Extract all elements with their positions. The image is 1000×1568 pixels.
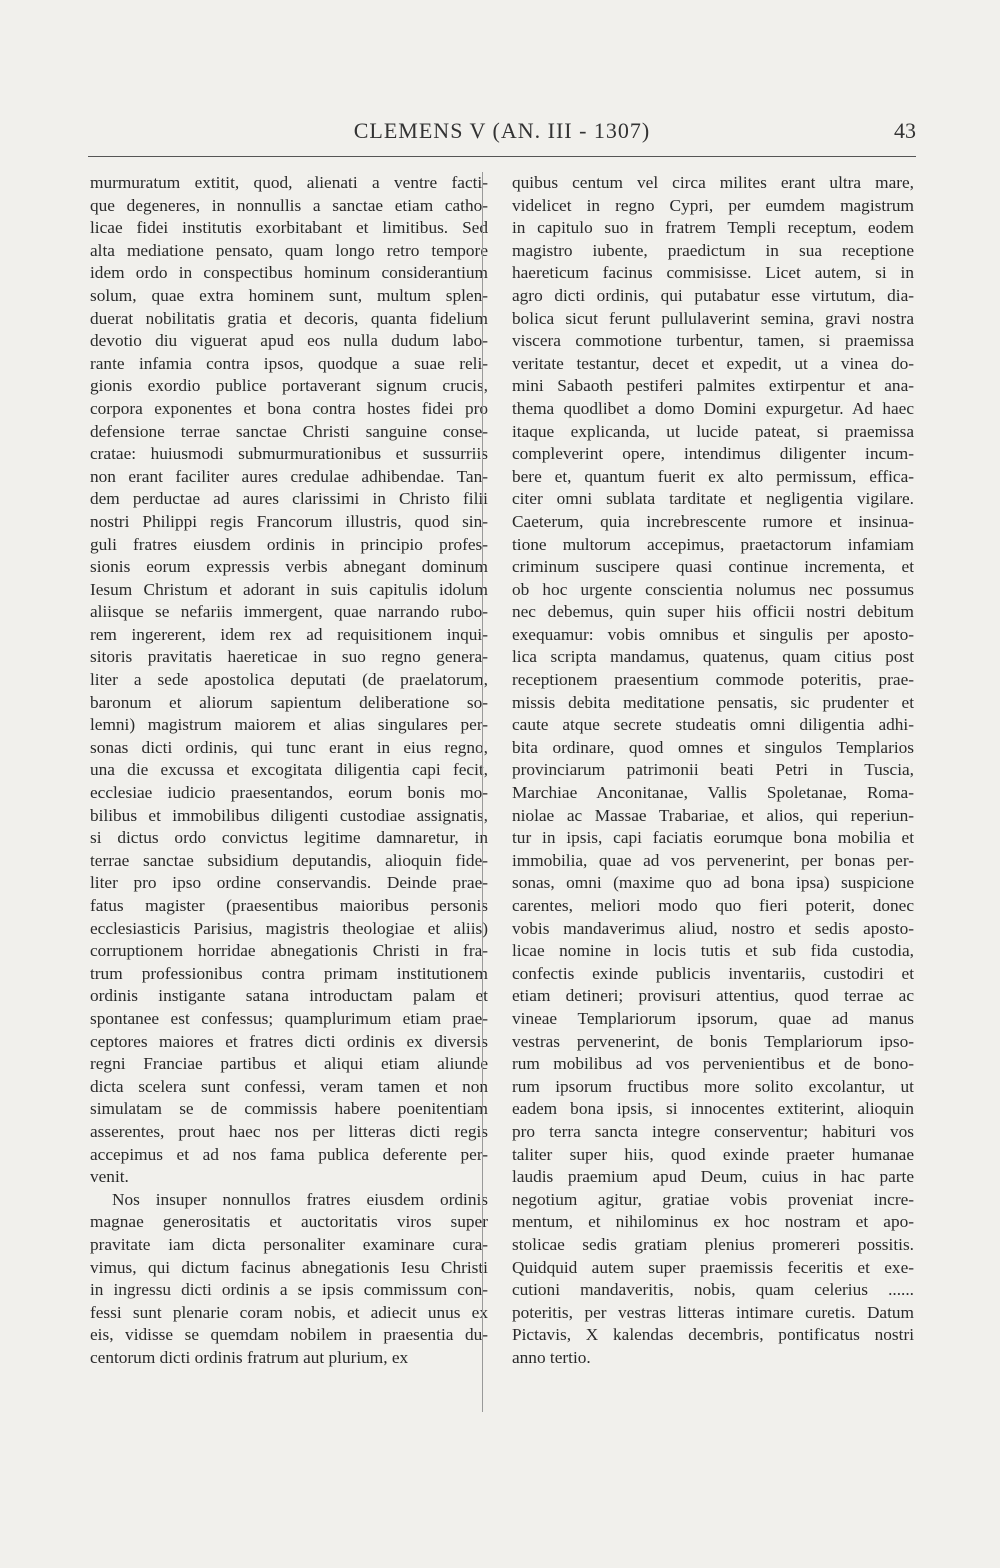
text-line: sitoris pravitatis haereticae in suo regno genera- xyxy=(90,647,488,667)
text-line: mini Sabaoth pestiferi palmites extirpentur et ana- xyxy=(512,376,914,396)
text-line: confectis exinde publicis inventariis, custodiri et xyxy=(512,963,914,983)
text-line: dicta scelera sunt confessi, veram tamen et non xyxy=(90,1076,488,1096)
text-line: duerat nobilitatis gratia et decoris, quanta fidelium xyxy=(90,308,488,328)
text-line: niolae ac Massae Trabariae, et alios, qui reperiun- xyxy=(512,805,914,825)
text-line: liter a sede apostolica deputati (de praelatorum, xyxy=(90,670,488,690)
text-line: rem ingererent, idem rex ad requisitionem inqui- xyxy=(90,624,488,644)
text-line: gionis exordio publice portaverant signum crucis, xyxy=(90,376,488,396)
text-line: Iesum Christum et adorant in suis capitulis idolum xyxy=(90,579,488,599)
right-column xyxy=(512,172,914,1369)
text-line: non erant faciliter aures credulae adhibendae. Tan- xyxy=(90,466,488,486)
running-head: CLEMENS V (AN. III - 1307) xyxy=(353,118,651,143)
column-divider xyxy=(482,172,483,1412)
text-line: bere et, quantum fuerit ex alto permissum, effica- xyxy=(512,466,914,486)
text-line: guli fratres eiusdem ordinis in principio profes- xyxy=(90,534,488,554)
text-line: agro dicti ordinis, qui putabatur esse virtutum, dia- xyxy=(512,285,914,305)
text-line: Nos insuper nonnullos fratres eiusdem ordinis xyxy=(112,1189,488,1209)
text-line: que degeneres, in nonnullis a sanctae etiam catho- xyxy=(90,195,488,215)
text-line: baronum et aliorum sapientum deliberatione so- xyxy=(90,692,488,712)
text-line: ob hoc urgente conscientia nolumus nec possumus xyxy=(512,579,914,599)
text-line: ecclesiasticis Parisius, magistris theologiae et aliis) xyxy=(90,918,488,938)
text-line: bolica sicut ferunt pullulaverint semina, gravi nostra xyxy=(512,308,914,328)
page-number: 43 xyxy=(894,118,916,143)
text-line: caute atque secrete studeatis omni diligentia adhi- xyxy=(512,715,914,735)
text-line: Caeterum, quia increbrescente rumore et insinua- xyxy=(512,511,914,531)
text-line: magistro iubente, praedictum in sua receptione xyxy=(512,240,914,260)
text-line: videlicet in regno Cypri, per eumdem magistrum xyxy=(512,195,914,215)
text-line: vimus, qui dictum facinus abnegationis Iesu Christi xyxy=(90,1257,488,1277)
text-line: cutioni mandaveritis, nobis, quam celerius ...... xyxy=(512,1280,914,1300)
text-line: terrae sanctae subsidium deputandis, alioquin fide- xyxy=(90,850,488,870)
text-line: laudis praemium apud Deum, cuius in hac parte xyxy=(512,1167,914,1187)
text-line: murmuratum extitit, quod, alienati a ventre facti- xyxy=(90,173,488,192)
text-line: si dictus ordo convictus legitime damnaretur, in xyxy=(90,828,488,848)
text-line: carentes, meliori modo quo fieri poterit, donec xyxy=(512,896,914,915)
text-line: exequamur: vobis omnibus et singulis per aposto- xyxy=(512,624,914,644)
text-line: Quidquid autem super praemissis feceritis et exe- xyxy=(512,1257,914,1277)
text-line: solum, quae extra hominem sunt, multum splen- xyxy=(90,285,488,305)
text-line: accepimus et ad nos fama publica deferente per- xyxy=(90,1144,488,1164)
header-rule xyxy=(88,156,916,157)
text-line: in capitulo suo in fratrem Templi receptum, eodem xyxy=(512,218,914,238)
text-line: venit. xyxy=(90,1167,129,1187)
text-line: pravitate iam dicta personaliter examinare cura- xyxy=(90,1234,488,1254)
text-line: asserentes, prout haec nos per litteras dicti regis xyxy=(90,1121,488,1141)
text-line: fatus magister (praesentibus maioribus personis xyxy=(90,896,488,915)
text-line: magnae generositatis et auctoritatis viros super xyxy=(90,1212,488,1232)
text-line: Marchiae Anconitanae, Vallis Spoletanae, Roma- xyxy=(512,783,914,803)
text-line: aliisque se nefariis immergent, quae narrando rubo- xyxy=(90,602,488,622)
text-line: eis, vidisse se quemdam nobilem in praesentia du- xyxy=(90,1325,488,1345)
text-line: una die excussa et excogitata diligentia capi fecit, xyxy=(90,760,488,780)
text-line: devotio diu viguerat apud eos nulla dudum labo- xyxy=(90,331,488,351)
text-line: defensione terrae sanctae Christi sanguine conse- xyxy=(90,421,488,441)
text-line: vineae Templariorum ipsorum, quae ad manus xyxy=(512,1008,914,1028)
text-line: in ingressu dicti ordinis a se ipsis commissum con- xyxy=(90,1280,488,1300)
text-line: etiam detineri; provisuri attentius, quod terrae ac xyxy=(512,986,914,1006)
text-line: veritate testantur, decet et expedit, ut a vinea do- xyxy=(512,353,914,373)
text-line: eadem bona ipsis, si innocentes extiterint, alioquin xyxy=(512,1099,914,1119)
text-line: provinciarum patrimonii beati Petri in Tuscia, xyxy=(512,760,914,780)
text-line: spontanee est confessus; quamplurimum etiam prae- xyxy=(90,1008,488,1028)
text-line: bilibus et immobilibus diligenti custodiae assignatis, xyxy=(90,805,488,825)
text-line: tione multorum accepimus, praetactorum infamiam xyxy=(512,534,914,554)
text-line: lica scripta mandamus, quatenus, quam citius post xyxy=(512,647,914,667)
text-line: licae nomine in locis tutis et sub fida custodia, xyxy=(512,941,914,961)
text-line: rante infamia contra ipsos, quodque a suae reli- xyxy=(90,353,488,373)
text-line: alta mediatione pensato, quam longo retro tempore xyxy=(90,240,488,260)
text-line: corruptionem horridae abnegationis Christi in fra- xyxy=(90,941,488,961)
text-line: nec debemus, quin super hiis officii nostri debitum xyxy=(512,602,914,622)
text-line: regni Franciae partibus et aliqui etiam aliunde xyxy=(90,1054,488,1074)
text-line: ceptores maiores et fratres dicti ordinis ex diversis xyxy=(90,1031,488,1051)
page-header xyxy=(88,118,916,150)
text-line: receptionem praesentium commode poteritis, prae- xyxy=(512,670,914,690)
text-line: stolicae sedis gratiam plenius promereri possitis. xyxy=(512,1234,914,1254)
text-line: citer omni sublata tarditate et negligentia vigilare. xyxy=(512,489,914,509)
text-line: dem perductae ad aures clarissimi in Christo filii xyxy=(90,489,488,509)
text-line: sonas dicti ordinis, qui tunc erant in eius regno, xyxy=(90,737,488,757)
text-line: rum ipsorum fructibus more solito excolantur, ut xyxy=(512,1076,914,1096)
left-column xyxy=(90,172,488,1369)
text-line: immobilia, quae ad vos pervenerint, per bonas per- xyxy=(512,850,914,870)
text-line: quibus centum vel circa milites erant ultra mare, xyxy=(512,173,914,192)
text-line: sionis eorum expressis verbis abnegant dominum xyxy=(90,557,488,577)
text-line: tur in ipsis, capi faciatis eorumque bona mobilia et xyxy=(512,828,914,848)
text-line: lemni) magistrum maiorem et alias singulares per- xyxy=(90,715,488,735)
text-line: itaque explicanda, ut lucide pateat, si praemissa xyxy=(512,421,914,441)
text-line: ecclesiae iudicio praesentandos, eorum bonis mo- xyxy=(90,783,488,803)
text-line: licae fidei institutis exorbitabant et limitibus. Sed xyxy=(90,218,488,238)
text-line: thema quodlibet a domo Domini expurgetur. Ad haec xyxy=(512,398,914,418)
text-line: haereticum facinus commisisse. Licet autem, si in xyxy=(512,263,914,283)
text-line: fessi sunt plenarie coram nobis, et adiecit unus ex xyxy=(90,1302,488,1322)
text-line: poteritis, per vestras litteras intimare curetis. Datum xyxy=(512,1302,914,1322)
text-line: missis debita meditatione pensatis, sic prudenter et xyxy=(512,692,914,712)
text-line: nostri Philippi regis Francorum illustris, quod sin- xyxy=(90,511,488,531)
text-line: bita ordinare, quod omnes et singulos Templarios xyxy=(512,737,914,757)
text-line: rum mobilibus ad vos pervenientibus et de bono- xyxy=(512,1054,914,1074)
text-line: idem ordo in conspectibus hominum considerantium xyxy=(90,263,488,283)
text-line: vestras pervenerint, de bonis Templariorum ipso- xyxy=(512,1031,914,1051)
text-line: vobis mandaverimus aliud, nostro et sedis aposto- xyxy=(512,918,914,938)
text-line: anno tertio. xyxy=(512,1347,591,1367)
text-line: Pictavis, X kalendas decembris, pontificatus nostri xyxy=(512,1325,914,1345)
text-line: sonas, omni (maxime quo ad bona ipsa) suspicione xyxy=(512,873,914,893)
text-line: corpora exponentes et bona contra hostes fidei pro xyxy=(90,398,488,418)
text-line: mentum, et nihilominus ex hoc nostram et apo- xyxy=(512,1212,914,1232)
text-line: criminum suscipere quasi continue incrementa, et xyxy=(512,557,914,577)
text-line: centorum dicti ordinis fratrum aut plurium, ex xyxy=(90,1347,409,1367)
text-line: simulatam se de commissis habere poenitentiam xyxy=(90,1099,488,1119)
text-line: viscera commotione turbentur, tamen, si praemissa xyxy=(512,331,914,351)
text-line: taliter super hiis, quod exinde praeter humanae xyxy=(512,1144,914,1164)
text-line: ordinis instigante satana introductam palam et xyxy=(90,986,488,1006)
text-line: negotium agitur, gratiae vobis proveniat incre- xyxy=(512,1189,914,1209)
text-line: liter pro ipso ordine conservandis. Deinde prae- xyxy=(90,873,488,893)
text-line: trum professionibus contra primam institutionem xyxy=(90,963,488,983)
text-line: compleverint opere, intendimus diligenter incum- xyxy=(512,444,914,464)
text-line: pro terra sancta integre conserventur; habituri vos xyxy=(512,1121,914,1141)
text-line: cratae: huiusmodi submurmurationibus et sussurriis xyxy=(90,444,488,464)
